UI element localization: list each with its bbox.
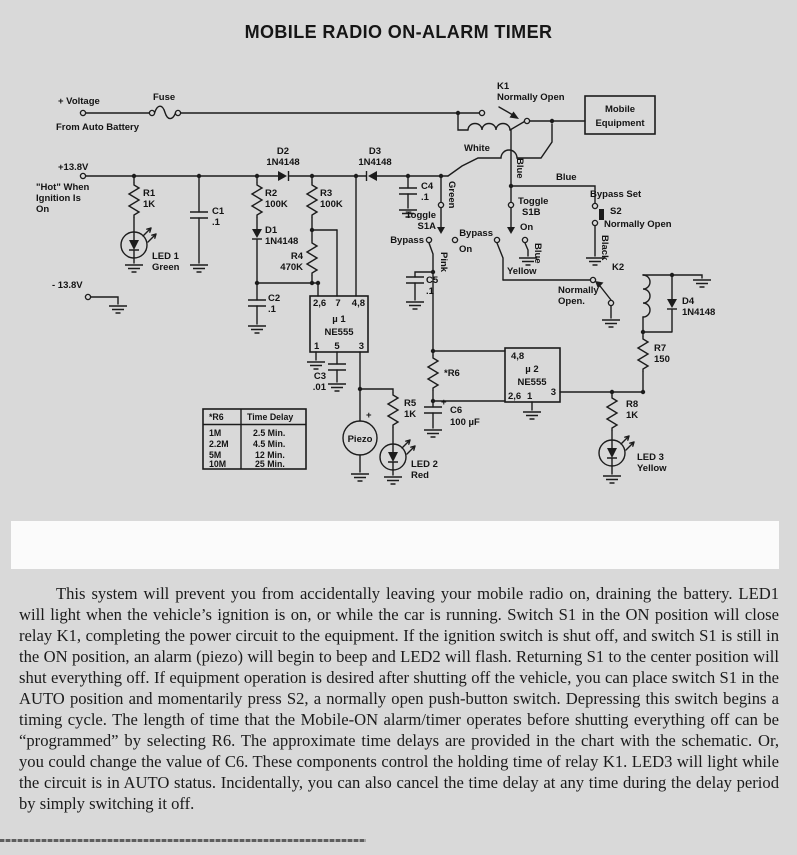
label-r3-val: 100K (320, 199, 343, 210)
table-cell: 2.5 Min. (253, 428, 286, 438)
label-u1-pin7: 7 (335, 298, 341, 309)
label-c6: C6 (450, 405, 463, 416)
label-led2-color: Red (411, 470, 429, 481)
label-led1: LED 1 (152, 251, 179, 262)
label-c1-val: .1 (212, 217, 220, 228)
label-c1: C1 (212, 206, 225, 217)
label-r6: *R6 (444, 368, 460, 379)
label-led2: LED 2 (411, 459, 438, 470)
label-r4-val: 470K (280, 262, 303, 273)
label-hot-1: "Hot" When (36, 182, 90, 193)
label-k1: K1 (497, 81, 510, 92)
label-c4-val: .1 (421, 192, 429, 203)
label-u1-type: NE555 (324, 327, 354, 338)
label-r7-val: 150 (654, 354, 670, 365)
label-wire-blue-vert: Blue (514, 158, 525, 179)
k1-contact (479, 110, 484, 115)
label-d2-val: 1N4148 (266, 157, 300, 168)
label-c4: C4 (421, 181, 434, 192)
label-c6-plus: + (441, 397, 447, 408)
body-paragraph: This system will prevent you from accidentally leaving your mobile radio on, draining the battery. LED1 will light when the vehicle’s ignition is on, or while the car is running. Switch S1 in the ON position will close relay K1, completing the power circuit to the equipment. If the ignition switch is shut off, and switch S1 is still in the ON position, an alarm (piezo) will begin to beep and LED2 will flash. Returning S1 to the center position will shut everything off. If equipment operation is desired after shutting off the vehicle, you can place switch S1 in the AUTO position and momentarily press S2, a normally open push-button switch. Depressing this switch begins a timing cycle. The length of time that the Mobile-ON alarm/timer operates before shutting everything off can be “programmed” by selecting R6. The approximate time delays are provided in the chart with the schematic. Or, you could change the value of C6. These components control the holding time of relay K1. LED3 will light while the circuit is in AUTO status. Incidentally, you can also cancel the time delay at any time during the delay period by simply switching it off. (19, 584, 779, 813)
label-r2-val: 100K (265, 199, 288, 210)
label-equipment: Equipment (595, 118, 645, 129)
page-title: MOBILE RADIO ON-ALARM TIMER (244, 22, 553, 42)
label-plus-voltage: + Voltage (58, 96, 100, 107)
label-r8-val: 1K (626, 410, 639, 421)
label-u2-pin1: 1 (527, 391, 533, 402)
table-cell: 25 Min. (255, 459, 285, 469)
label-s2-normally-open: Normally Open (604, 219, 672, 230)
label-r8: R8 (626, 399, 639, 410)
label-led1-color: Green (152, 262, 180, 273)
label-r3: R3 (320, 188, 333, 199)
label-led3: LED 3 (637, 452, 664, 463)
label-c6-val: 100 µF (450, 417, 480, 428)
table-cell: 2.2M (209, 439, 229, 449)
diode-d4 (667, 299, 677, 309)
label-wire-yellow: Yellow (507, 266, 537, 277)
label-piezo-plus: + (366, 410, 372, 421)
label-toggle-s1b-2: S1B (522, 207, 541, 218)
label-d3: D3 (368, 146, 382, 157)
label-r4: R4 (290, 251, 303, 262)
label-d1-val: 1N4148 (265, 236, 299, 247)
label-c2-val: .1 (268, 304, 276, 315)
diode-d1 (252, 229, 262, 239)
label-k1-normally-open: Normally Open (497, 92, 565, 103)
label-u2-name: µ 2 (525, 364, 539, 375)
table-header-time-delay: Time Delay (247, 412, 294, 422)
label-wire-blue-s1b: Blue (532, 243, 543, 264)
table-header-r6: *R6 (209, 412, 224, 422)
label-s1b-bypass: Bypass (459, 228, 493, 239)
battery-minus-terminal (85, 294, 90, 299)
label-k2-open: Open. (558, 296, 585, 307)
label-c2: C2 (268, 293, 281, 304)
label-d4-val: 1N4148 (682, 307, 716, 318)
label-u2-pin48: 4,8 (511, 351, 525, 362)
label-u2-type: NE555 (517, 377, 547, 388)
label-r1-val: 1K (143, 199, 156, 210)
resistor-r7 (638, 336, 648, 372)
labels (36, 81, 715, 481)
label-hot-2: Ignition Is (36, 193, 81, 204)
table-cell: 12 Min. (255, 450, 285, 460)
diode-d3 (367, 171, 378, 181)
table-cell: 5M (209, 450, 222, 460)
components (109, 96, 711, 484)
label-d4: D4 (682, 296, 695, 307)
label-wire-green: Green (446, 181, 457, 209)
resistor-r8 (607, 395, 617, 431)
label-toggle-s1a-2: S1A (417, 221, 436, 232)
label-r5-val: 1K (404, 409, 417, 420)
resistor-r2 (252, 182, 262, 218)
label-bypass-set: Bypass Set (590, 189, 642, 200)
blank-band (11, 521, 779, 569)
label-u1-pin5: 5 (334, 341, 340, 352)
resistor-r6 (428, 355, 438, 391)
resistor-r1 (129, 182, 139, 218)
label-r1: R1 (143, 188, 156, 199)
label-k2: K2 (612, 262, 625, 273)
capacitor-c4 (399, 188, 417, 194)
label-c3-val: .01 (312, 382, 326, 393)
table-cell: 4.5 Min. (253, 439, 286, 449)
capacitor-c5 (406, 277, 424, 283)
time-delay-table (203, 409, 306, 469)
label-r2: R2 (265, 188, 278, 199)
scan-artifact-line (0, 839, 366, 842)
label-d3-val: 1N4148 (358, 157, 392, 168)
capacitor-c6 (424, 407, 442, 413)
resistor-r3 (307, 182, 317, 218)
label-d1: D1 (265, 225, 278, 236)
capacitor-c2 (248, 300, 266, 306)
label-led3-color: Yellow (637, 463, 667, 474)
label-wire-white: White (464, 143, 490, 154)
resistor-r5 (388, 392, 398, 428)
label-toggle-s1b-1: Toggle (518, 196, 549, 207)
label-u1-pin48: 4,8 (351, 298, 365, 309)
label-u1-pin1: 1 (314, 341, 320, 352)
label-u2-pin3: 3 (550, 387, 556, 398)
label-c3: C3 (313, 371, 326, 382)
k2-contact (590, 277, 595, 282)
label-minus-13-8: - 13.8V (52, 280, 83, 291)
label-wire-black: Black (599, 235, 610, 261)
label-plus-13-8: +13.8V (58, 162, 89, 173)
diode-d2 (278, 171, 289, 181)
label-r7: R7 (654, 343, 667, 354)
label-c5: C5 (426, 275, 439, 286)
label-piezo: Piezo (347, 434, 373, 445)
ignition-terminal (80, 173, 85, 178)
table-cell: 1M (209, 428, 222, 438)
label-k2-normally: Normally (558, 285, 599, 296)
junction-dots (132, 111, 674, 403)
label-u1-pin3: 3 (358, 341, 364, 352)
label-s1a-bypass: Bypass (390, 235, 424, 246)
label-d2: D2 (276, 146, 290, 157)
label-c5-val: .1 (426, 286, 434, 297)
label-r5: R5 (404, 398, 417, 409)
label-wire-blue-horiz: Blue (556, 172, 577, 183)
label-fuse: Fuse (153, 92, 176, 103)
battery-plus-terminal (80, 110, 85, 115)
label-u1-pin26: 2,6 (313, 298, 327, 309)
capacitor-c3 (328, 364, 346, 370)
label-s1a-on: On (459, 244, 473, 255)
label-toggle-s1a-1: Toggle (405, 210, 436, 221)
label-wire-pink: Pink (438, 252, 449, 273)
label-mobile: Mobile (604, 104, 636, 115)
capacitor-c1 (190, 212, 208, 218)
label-from-auto-battery: From Auto Battery (56, 122, 140, 133)
label-s2: S2 (610, 206, 622, 217)
label-s1b-on: On (520, 222, 534, 233)
label-u2-pin26: 2,6 (508, 391, 522, 402)
resistor-r4 (307, 240, 317, 276)
table-cell: 10M (209, 459, 227, 469)
label-hot-3: On (36, 204, 50, 215)
label-u1-name: µ 1 (332, 314, 346, 325)
